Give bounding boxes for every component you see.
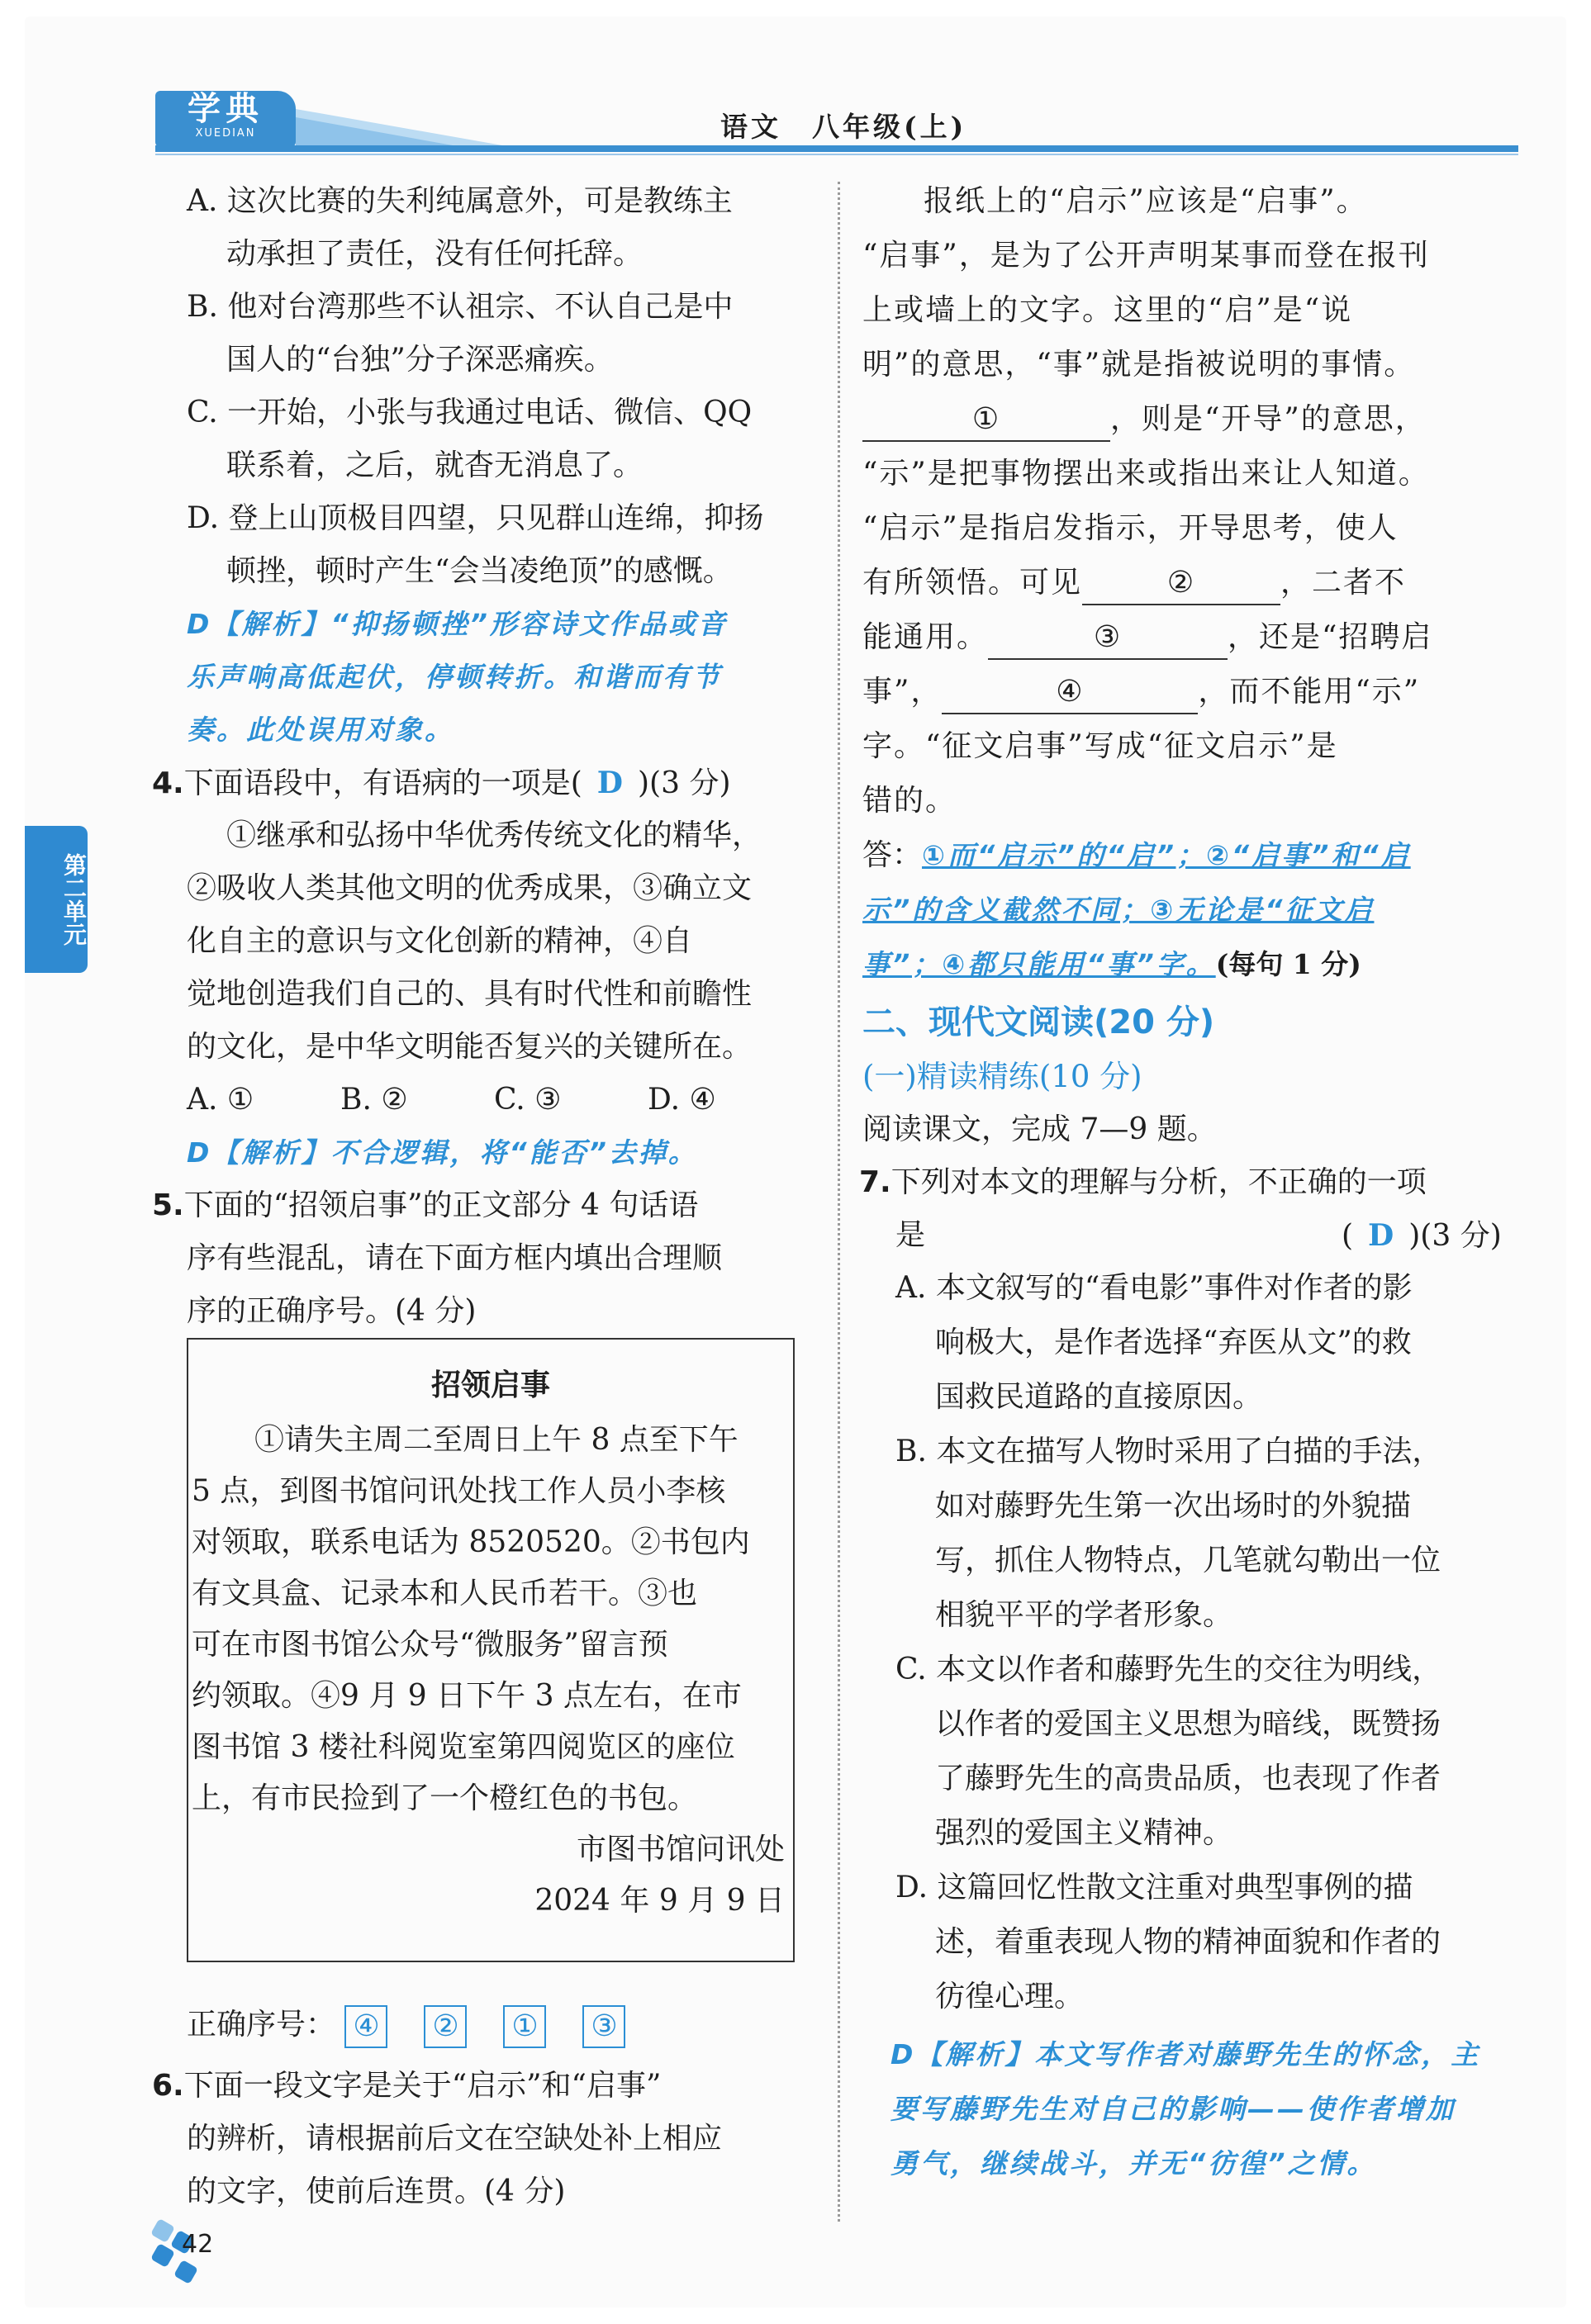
q7-option-d-line3: 彷徨心理。 xyxy=(935,1980,1085,2013)
q7-option-d-line2: 述，着重表现人物的精神面貌和作者的 xyxy=(935,1925,1441,1959)
q3-option-c-line2: 联系着，之后，就杳无消息了。 xyxy=(226,448,644,482)
q4-option-d: D. ④ xyxy=(648,1083,716,1117)
header-rule xyxy=(155,145,1518,152)
section-2-intro: 阅读课文，完成 7—9 题。 xyxy=(862,1112,1217,1146)
q4-passage-line5: 的文化，是中华文明能否复兴的关键所在。 xyxy=(187,1030,753,1064)
q6-passage-line10: 事”， ④ ，而不能用“示” xyxy=(862,666,1420,719)
q6-passage-line9: 能通用。 ③ ，还是“招聘启 xyxy=(862,611,1432,664)
unit-side-tab: 第二单元 xyxy=(25,826,88,973)
q4-passage-line3: 化自主的意识与文化创新的精神，④自 xyxy=(187,924,693,958)
q6-passage-line11: 字。“征文启事”写成“征文启示”是 xyxy=(862,729,1338,763)
q7-analysis-line3: 勇气，继续战斗，并无“彷徨”之情。 xyxy=(890,2147,1377,2179)
notice-line7: 图书馆 3 楼社科阅览室第四阅览区的座位 xyxy=(192,1730,735,1764)
q7-option-b-line1: B. 本文在描写人物时采用了白描的手法， xyxy=(895,1435,1442,1468)
lost-and-found-notice-box xyxy=(187,1338,795,1962)
q6-passage-line5: ① ，则是“开导”的意思， xyxy=(862,393,1427,446)
q3-analysis-line2: 乐声响高低起伏，停顿转折。和谐而有节 xyxy=(187,661,722,693)
q3-analysis-line3: 奏。此处误用对象。 xyxy=(187,714,454,746)
q6-passage-line6: “示”是把事物摆出来或指出来让人知道。 xyxy=(862,457,1430,491)
q7-option-a-line2: 响极大，是作者选择“弃医从文”的救 xyxy=(935,1326,1412,1359)
q7-answer: D xyxy=(1368,1218,1394,1253)
notice-line2: 5 点，到图书馆问讯处找工作人员小李核 xyxy=(192,1474,726,1508)
publisher-logo: 学典 XUEDIAN xyxy=(155,91,296,147)
notice-signature: 市图书馆问讯处 xyxy=(576,1833,785,1866)
notice-line1: ①请失主周二至周日上午 8 点至下午 xyxy=(254,1423,739,1457)
order-box-4[interactable]: ③ xyxy=(582,2005,625,2048)
q6-passage-line1: 报纸上的“启示”应该是“启事”。 xyxy=(924,184,1368,218)
q7-option-c-line1: C. 本文以作者和藤野先生的交往为明线， xyxy=(895,1653,1442,1686)
header-rule-thin xyxy=(155,154,1518,155)
q7-option-b-line4: 相貌平平的学者形象。 xyxy=(935,1598,1233,1632)
q4-option-a: A. ① xyxy=(187,1083,254,1117)
q6-stem-line1: 6.下面一段文字是关于“启示”和“启事” xyxy=(152,2069,662,2103)
q6-stem-line2: 的辨析，请根据前后文在空缺处补上相应 xyxy=(187,2122,723,2156)
q7-option-c-line2: 以作者的爱国主义思想为暗线，既赞扬 xyxy=(935,1707,1441,1741)
section-2-subtitle: (一)精读精练(10 分) xyxy=(862,1059,1142,1094)
q7-option-b-line2: 如对藤野先生第一次出场时的外貌描 xyxy=(935,1489,1412,1523)
q3-option-a-line2: 动承担了责任，没有任何托辞。 xyxy=(226,237,644,271)
notice-line5: 可在市图书馆公众号“微服务”留言预 xyxy=(192,1628,668,1662)
page-number: 42 xyxy=(182,2230,214,2259)
order-box-3[interactable]: ① xyxy=(503,2005,546,2048)
q7-option-a-line1: A. 本文叙写的“看电影”事件对作者的影 xyxy=(895,1271,1413,1305)
subject-grade-title: 语文 八年级(上) xyxy=(720,111,967,143)
q4-passage-line2: ②吸收人类其他文明的优秀成果，③确立文 xyxy=(187,871,753,905)
q6-passage-line4: 明”的意思，“事”就是指被说明的事情。 xyxy=(862,348,1416,382)
order-box-1[interactable]: ④ xyxy=(344,2005,387,2048)
q7-stem-line2: 是 ( D )(3 分) xyxy=(895,1218,1502,1253)
q6-stem-line3: 的文字，使前后连贯。(4 分) xyxy=(187,2175,566,2208)
q4-stem: 4.下面语段中，有语病的一项是( D )(3 分) xyxy=(152,766,731,800)
q4-option-c: C. ③ xyxy=(494,1083,562,1117)
column-divider xyxy=(838,182,840,2222)
blank-3[interactable]: ③ xyxy=(988,617,1228,660)
q7-option-c-line3: 了藤野先生的高贵品质，也表现了作者 xyxy=(935,1762,1441,1795)
q6-passage-line3: 上或墙上的文字。这里的“启”是“说 xyxy=(862,293,1353,327)
q7-option-d-line1: D. 这篇回忆性散文注重对典型事例的描 xyxy=(895,1871,1413,1904)
q6-passage-line2: “启事”，是为了公开声明某事而登在报刊 xyxy=(862,239,1430,273)
q3-option-c-line1: C. 一开始，小张与我通过电话、微信、QQ xyxy=(187,396,753,429)
q6-answer-line2: 示”的含义截然不同；③无论是“征文启 xyxy=(862,894,1375,926)
q7-option-c-line4: 强烈的爱国主义精神。 xyxy=(935,1816,1233,1850)
q3-option-b-line2: 国人的“台独”分子深恶痛疾。 xyxy=(226,343,614,377)
q6-answer-line1: 答：①而“启示”的“启”；②“启事”和“启 xyxy=(862,838,1411,872)
q4-analysis: D【解析】不合逻辑，将“能否”去掉。 xyxy=(187,1136,698,1169)
q7-analysis-line2: 要写藤野先生对自己的影响——使作者增加 xyxy=(890,2093,1456,2125)
q3-option-a-line1: A. 这次比赛的失利纯属意外，可是教练主 xyxy=(187,184,733,218)
blank-1[interactable]: ① xyxy=(862,399,1110,442)
q5-stem-line1: 5.下面的“招领启事”的正文部分 4 句话语 xyxy=(152,1188,699,1222)
notice-line6: 约领取。④9 月 9 日下午 3 点左右，在市 xyxy=(192,1679,742,1713)
q6-passage-line12: 错的。 xyxy=(862,784,957,818)
blank-4[interactable]: ④ xyxy=(942,671,1198,714)
q3-option-d-line2: 顿挫，顿时产生“会当凌绝顶”的感慨。 xyxy=(226,554,733,588)
q3-analysis-line1: D【解析】“抑扬顿挫”形容诗文作品或音 xyxy=(187,608,728,640)
q4-passage-line1: ①继承和弘扬中华优秀传统文化的精华， xyxy=(226,818,762,852)
section-2-title: 二、现代文阅读(20 分) xyxy=(862,1003,1215,1041)
blank-2[interactable]: ② xyxy=(1082,562,1280,605)
notice-title: 招领启事 xyxy=(430,1368,550,1402)
q4-answer: D xyxy=(596,766,623,800)
notice-line3: 对领取，联系电话为 8520520。②书包内 xyxy=(192,1525,750,1559)
notice-line8: 上，有市民捡到了一个橙红色的书包。 xyxy=(192,1781,698,1815)
q4-option-b: B. ② xyxy=(340,1083,408,1117)
q6-passage-line8: 有所领悟。可见 ② ，二者不 xyxy=(862,557,1406,609)
order-box-2[interactable]: ② xyxy=(424,2005,467,2048)
q5-stem-line2: 序有些混乱，请在下面方框内填出合理顺 xyxy=(187,1241,723,1275)
q7-stem-line1: 7.下列对本文的理解与分析，不正确的一项 xyxy=(859,1165,1427,1199)
q4-passage-line4: 觉地创造我们自己的、具有时代性和前瞻性 xyxy=(187,977,753,1011)
q5-order-row: 正确序号： ④ ② ① ③ xyxy=(187,1999,662,2051)
notice-line4: 有文具盒、记录本和人民币若干。③也 xyxy=(192,1577,698,1610)
q6-answer-line3: 事”；④都只能用“事”字。(每句 1 分) xyxy=(862,948,1361,980)
q7-analysis-line1: D【解析】本文写作者对藤野先生的怀念，主 xyxy=(890,2038,1481,2070)
q6-passage-line7: “启示”是指启发指示，开导思考，使人 xyxy=(862,511,1399,545)
q7-option-a-line3: 国救民道路的直接原因。 xyxy=(935,1380,1263,1414)
q3-option-d-line1: D. 登上山顶极目四望，只见群山连绵，抑扬 xyxy=(187,501,764,535)
q3-option-b-line1: B. 他对台湾那些不认祖宗、不认自己是中 xyxy=(187,290,734,324)
q7-option-b-line3: 写，抓住人物特点，几笔就勾勒出一位 xyxy=(935,1544,1441,1577)
q5-stem-line3: 序的正确序号。(4 分) xyxy=(187,1294,477,1328)
notice-date: 2024 年 9 月 9 日 xyxy=(534,1884,785,1918)
